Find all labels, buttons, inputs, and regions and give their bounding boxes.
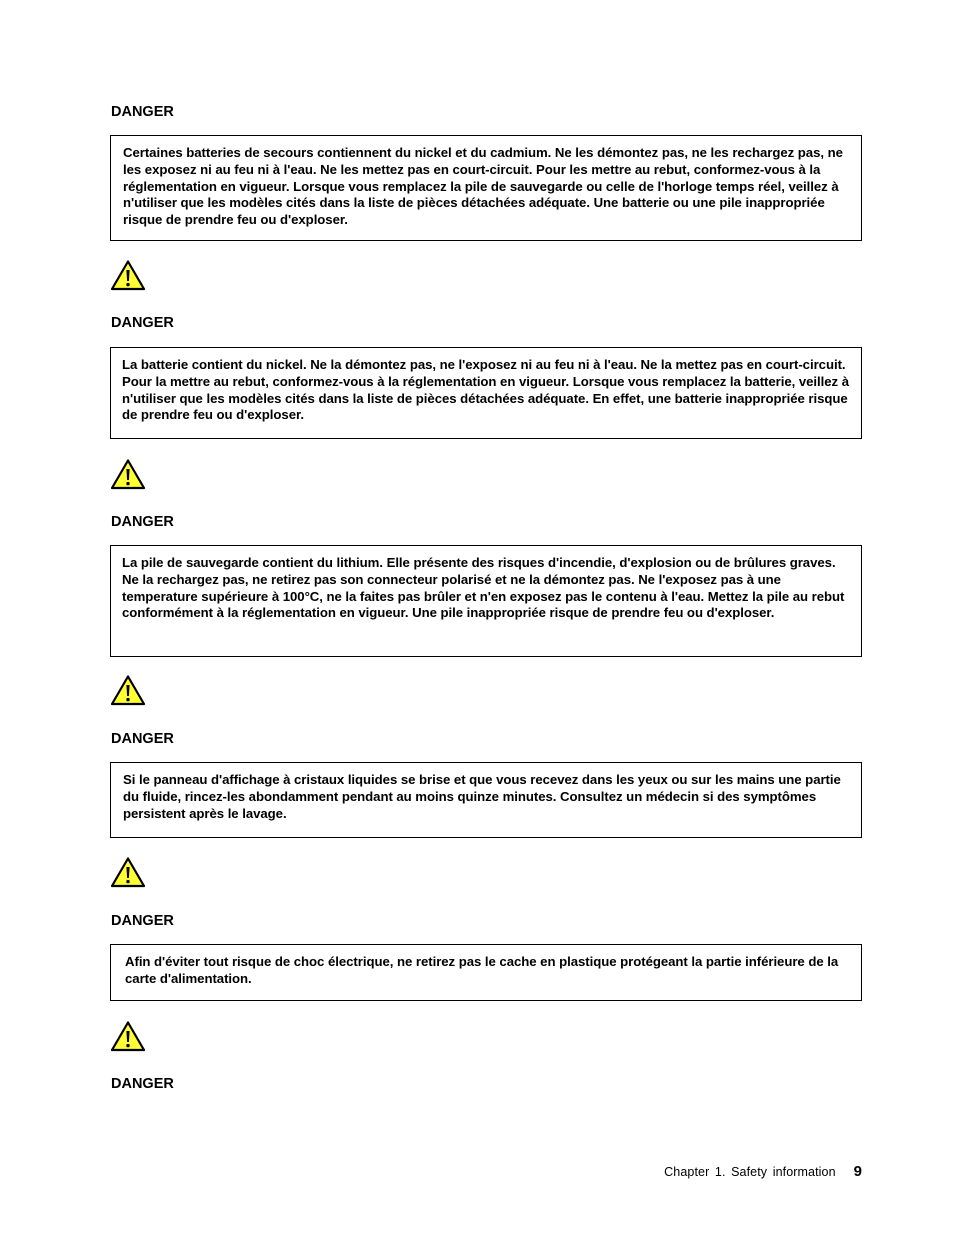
danger-heading: DANGER: [111, 1076, 174, 1092]
warning-triangle-icon: [110, 1020, 146, 1052]
warning-triangle-icon: [110, 458, 146, 490]
danger-notice-text: La batterie contient du nickel. Ne la démontez pas, ne l'exposez ni au feu ni à l'eau. Ne la mettez pas en court-circuit. Pour la mettre au rebut, conformez-vous à la réglementation en vigueur. Lorsque vous remplacez la batterie, veillez à n'utiliser que les modèles cités dans la liste de pièces détachées adéquate. En effet, une batterie inappropriée risque de prendre feu ou d'exploser.: [122, 357, 850, 423]
warning-triangle-icon: [110, 856, 146, 888]
danger-heading: DANGER: [111, 315, 174, 331]
page-number: 9: [853, 1163, 862, 1180]
danger-notice-box: [110, 347, 862, 439]
danger-notice-box: [110, 135, 862, 241]
danger-heading: DANGER: [111, 104, 174, 120]
danger-heading: DANGER: [111, 731, 174, 747]
warning-triangle-icon: [110, 674, 146, 706]
danger-notice-text: Certaines batteries de secours contiennent du nickel et du cadmium. Ne les démontez pas, ne les rechargez pas, ne les exposez ni au feu ni à l'eau. Ne les mettez pas en court-circuit. Pour les mettre au rebut, conformez-vous à la réglementation en vigueur. Lorsque vous remplacez la pile de sauvegarde ou celle de l'horloge temps réel, veillez à n'utiliser que les modèles cités dans la liste de pièces détachées adéquate. Une batterie ou une pile inappropriée risque de prendre feu ou d'exploser.: [123, 145, 843, 228]
warning-triangle-icon: [110, 259, 146, 291]
danger-notice-text: Si le panneau d'affichage à cristaux liquides se brise et que vous recevez dans les yeux ou sur les mains une partie du fluide, rincez-les abondamment pendant au moins quinze minutes. Consultez un médecin si des symptômes persistent après le lavage.: [123, 772, 841, 821]
danger-notice-box: [110, 545, 862, 657]
danger-notice-box: [110, 762, 862, 838]
danger-heading: DANGER: [111, 913, 174, 929]
danger-notice-text: Afin d'éviter tout risque de choc électrique, ne retirez pas le cache en plastique protégeant la partie inférieure de la carte d'alimentation.: [125, 954, 839, 986]
danger-notice-box: [110, 944, 862, 1001]
footer-chapter-title: Chapter 1. Safety information: [664, 1165, 836, 1179]
page-footer: [664, 1163, 862, 1180]
danger-heading: DANGER: [111, 514, 174, 530]
danger-notice-text: La pile de sauvegarde contient du lithium. Elle présente des risques d'incendie, d'explosion ou de brûlures graves. Ne la rechargez pas, ne retirez pas son connecteur polarisé et ne la démontez pas. Ne l'exposez pas à une temperature supérieure à 100°C, ne la faites pas brûler et n'en exposez pas le contenu à l'eau. Mettez la pile au rebut conformément à la réglementation en vigueur. Une pile inappropriée risque de prendre feu ou d'exploser.: [122, 555, 845, 621]
